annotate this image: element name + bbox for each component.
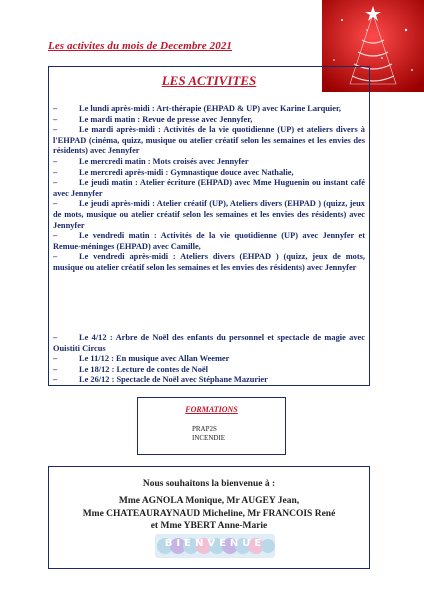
list-item: – Le 26/12 : Spectacle de Noël avec Stéphane Mazurier	[53, 375, 268, 385]
list-item: – Le jeudi après-midi : Atelier créatif (UP), Ateliers divers (EHPAD ) (quizz, jeux de mots, musique ou atelier créatif selon les semaines et les envies des résidents) avec Jennyfer	[53, 199, 365, 230]
list-item: – Le 11/12 : En musique avec Allan Weemer	[53, 354, 230, 364]
list-item: – Le jeudi matin : Atelier écriture (EHPAD) avec Mme Huguenin ou instant café avec Jennyfer	[53, 178, 365, 198]
list-item: Mme CHATEAURAYNAUD Micheline, Mr FRANCOIS René	[82, 508, 336, 519]
activities-heading: LES ACTIVITES	[161, 73, 257, 88]
list-item: – Le mardi après-midi : Activités de la vie quotidienne (UP) et ateliers divers à l'EHPAD (cinéma, quizz, musique ou atelier créatif selon les semaines et les envies des résidents) avec Jennyfer	[53, 125, 365, 156]
banner-text: BIENVENUE	[164, 538, 266, 549]
list-item: et Mme YBERT Anne-Marie	[150, 521, 268, 531]
list-item: PRAP2S	[192, 425, 217, 433]
list-item: – Le mercredi matin : Mots croisés avec Jennyfer	[53, 156, 249, 166]
formations-heading: FORMATIONS	[185, 405, 238, 414]
activities-box	[48, 66, 370, 386]
activities-list	[53, 104, 365, 274]
list-item: – Le 18/12 : Lecture de contes de Noël	[53, 364, 208, 374]
welcome-names	[65, 495, 353, 533]
list-item: – Le vendredi après-midi : Ateliers divers (EHPAD ) (quizz, jeux de mots, musique ou atelier créatif selon les semaines et les envies des résidents) avec Jennyfer	[53, 252, 365, 272]
list-item: – Le vendredi matin : Activités de la vie quotidienne (UP) avec Jennyfer et Remue-méninges (EHPAD) avec Camille,	[53, 231, 365, 251]
bienvenue-banner	[155, 534, 275, 558]
page-title: Les activites du mois de Decembre 2021	[48, 40, 233, 52]
list-item: INCENDIE	[192, 434, 226, 442]
list-item: – Le 4/12 : Arbre de Noël des enfants du personnel et spectacle de magie avec Ouistiti Circus	[53, 333, 365, 353]
formations-list	[192, 425, 225, 443]
welcome-box	[48, 466, 370, 569]
list-item: Mme AGNOLA Monique, Mr AUGEY Jean,	[118, 496, 300, 506]
welcome-heading: Nous souhaitons la bienvenue à :	[142, 479, 276, 489]
events-list	[53, 333, 365, 386]
list-item: – Le mardi matin : Revue de presse avec Jennyfer,	[53, 114, 253, 124]
list-item: – Le mercredi après-midi : Gymnastique douce avec Nathalie,	[53, 167, 294, 177]
list-item: – Le lundi après-midi : Art-thérapie (EHPAD & UP) avec Karine Larquier,	[53, 104, 342, 113]
formations-box	[137, 397, 286, 455]
